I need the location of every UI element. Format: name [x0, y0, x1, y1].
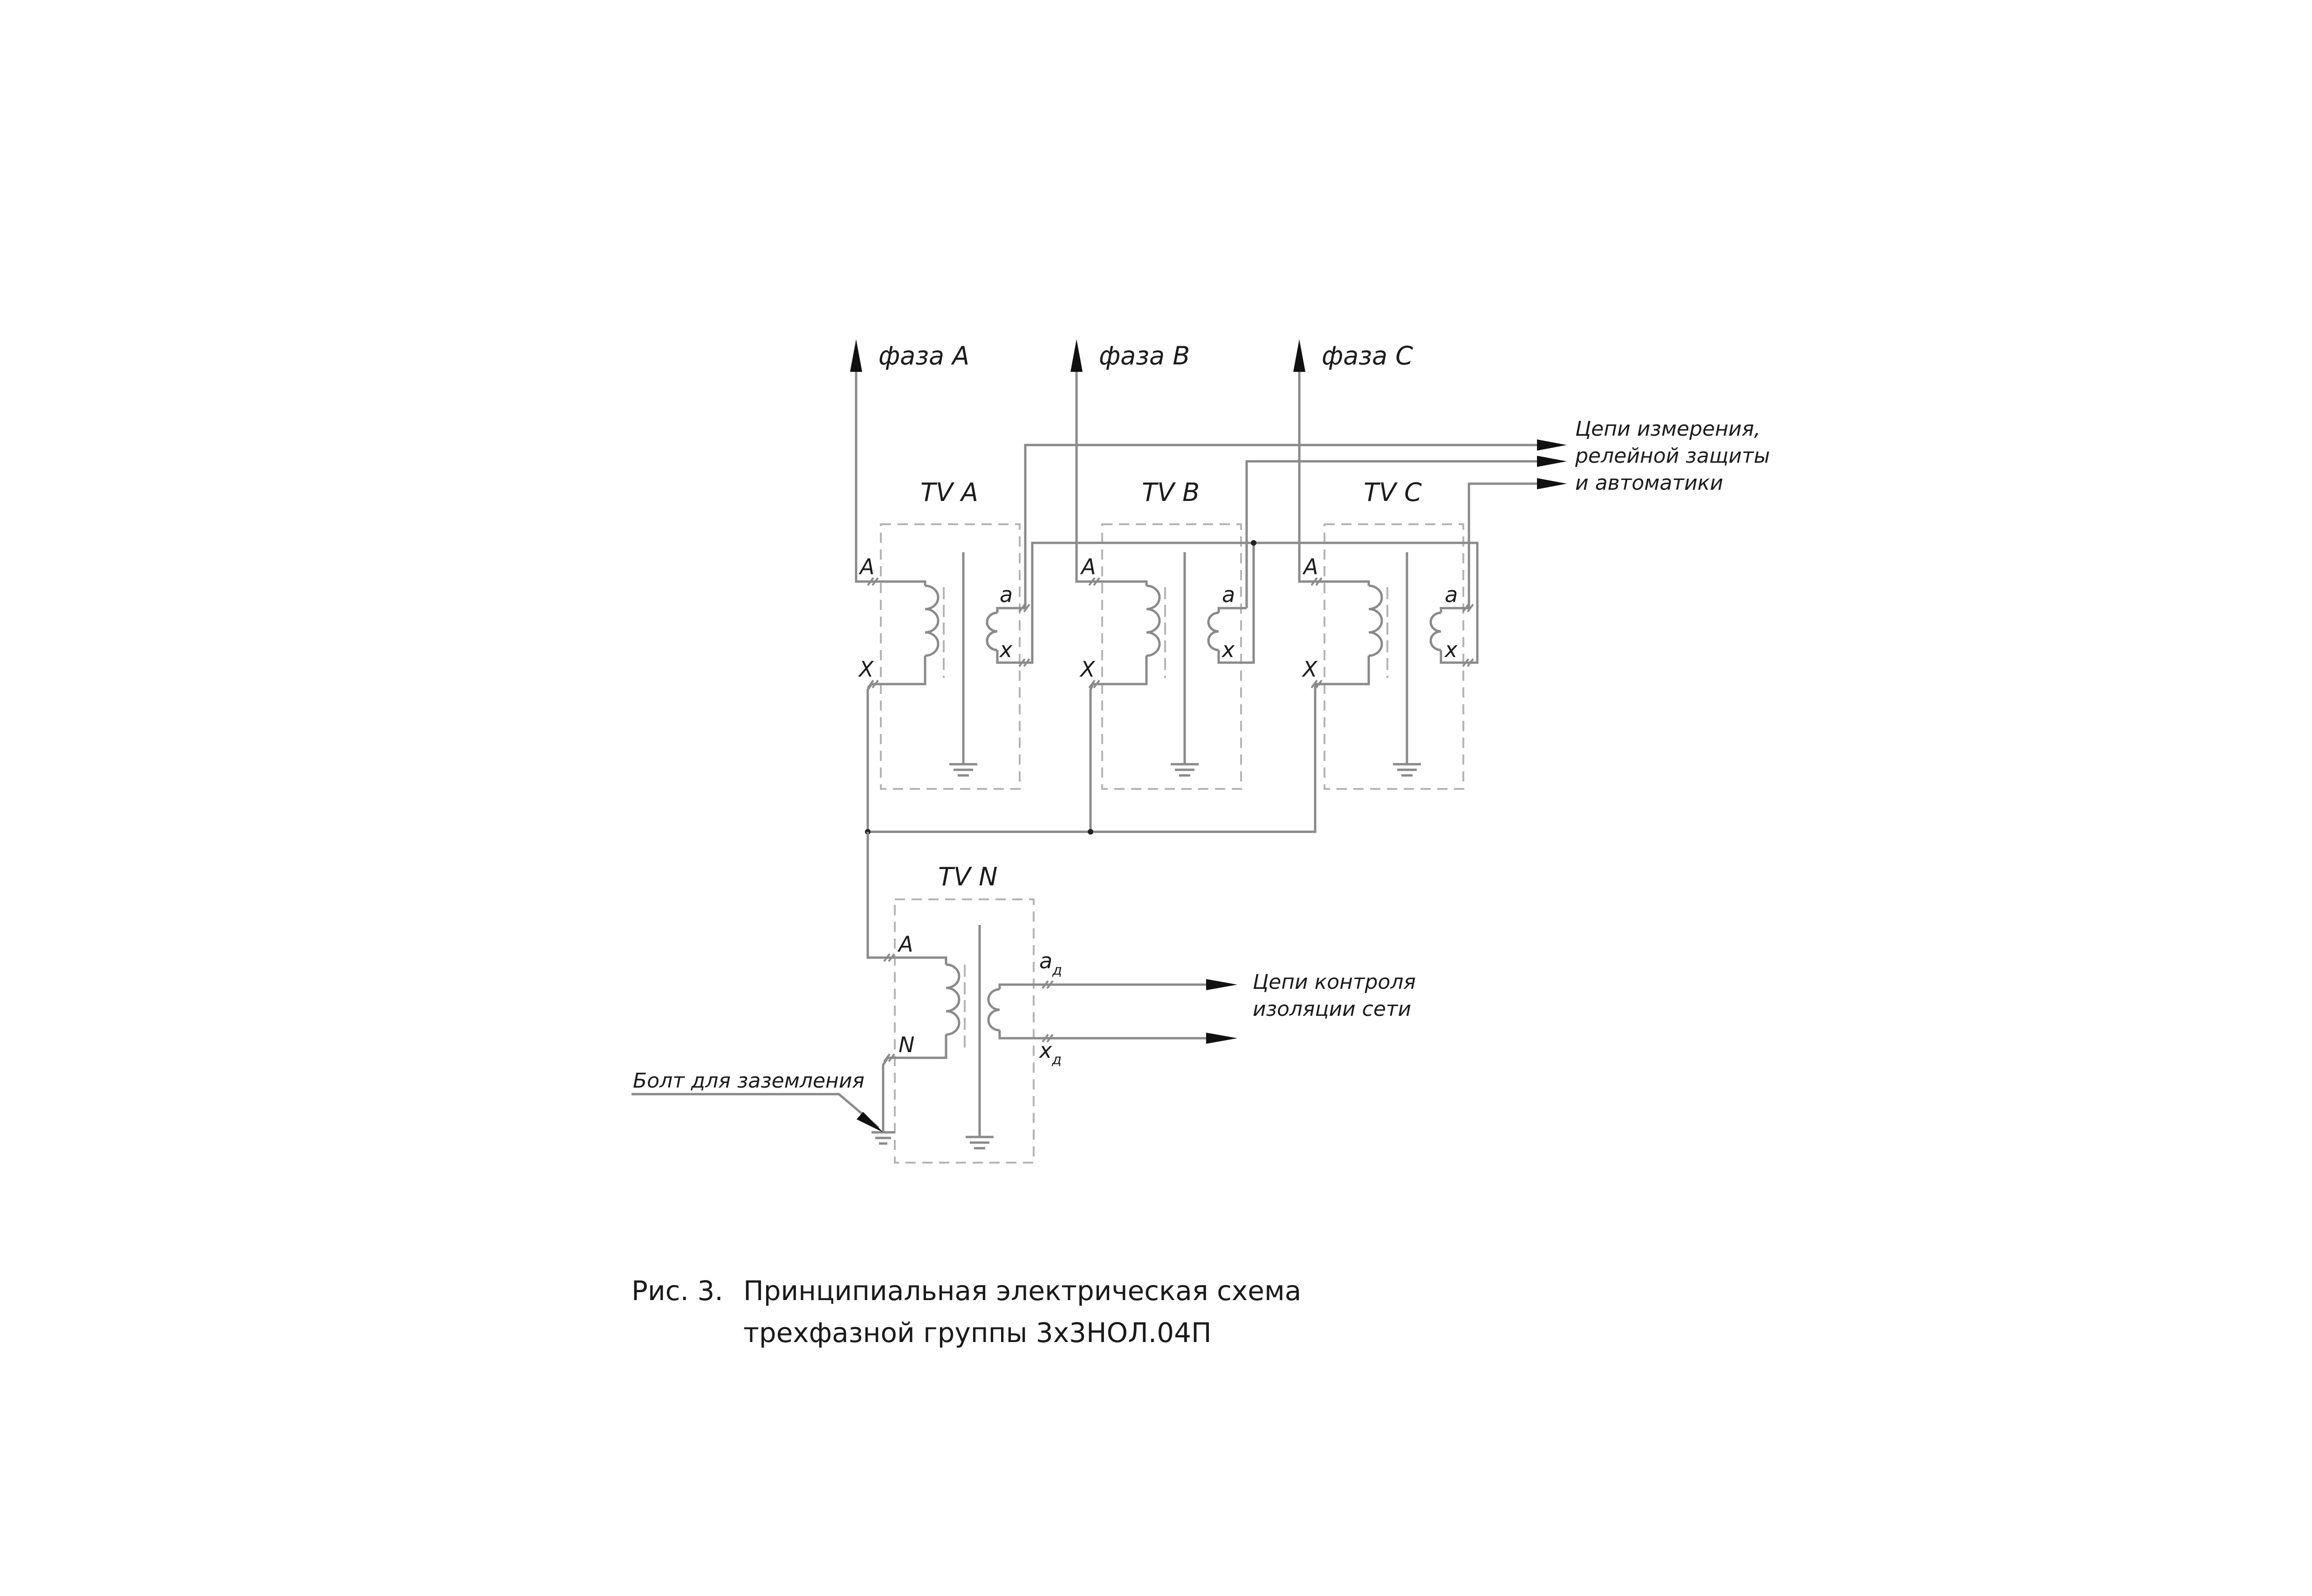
tv-a-label: TV A: [920, 478, 979, 507]
ground-bolt-label: Болт для заземления: [633, 1069, 864, 1093]
terminal-label: $x_д$: [1039, 1038, 1062, 1068]
tv-n-label: TV N: [938, 862, 998, 891]
terminal-label: A: [1081, 554, 1096, 579]
terminal-label: A: [899, 932, 913, 957]
figure-number: Рис. 3.: [631, 1275, 723, 1307]
terminal-label: A: [1304, 554, 1318, 579]
phase-b-arrow: [1070, 339, 1083, 372]
terminal-label: X: [1080, 657, 1095, 682]
terminal-label: a: [1222, 582, 1235, 607]
terminal-label: x: [1000, 637, 1013, 662]
insulation-outputs: [1053, 979, 1237, 1044]
terminal-label: X: [859, 657, 874, 682]
measurement-circuits-line3: и автоматики: [1575, 471, 1723, 495]
phase-b-label: фаза B: [1099, 341, 1190, 370]
terminal-label: X: [1303, 657, 1317, 682]
terminal-label: a: [1445, 582, 1458, 607]
terminal-label: a: [1000, 582, 1013, 607]
terminal-label: x: [1222, 637, 1235, 662]
figure-caption-line1: Принципиальная электрическая схема: [743, 1275, 1302, 1307]
tv-c-label: TV C: [1364, 478, 1422, 507]
phase-a-label: фаза A: [878, 341, 970, 370]
measurement-circuits-line1: Цепи измерения,: [1575, 417, 1761, 441]
figure-caption-line2: трехфазной группы 3х3НОЛ.04П: [743, 1317, 1212, 1349]
phase-a-arrow: [850, 339, 862, 372]
phase-c-arrow: [1293, 339, 1305, 372]
tv-b-label: TV B: [1142, 478, 1200, 507]
insulation-circuits-line2: изоляции сети: [1253, 997, 1412, 1021]
neutral-bus: [865, 684, 1315, 958]
junction-dot: [1251, 540, 1256, 546]
junction-dot: [1088, 829, 1093, 835]
phase-feeds: [850, 339, 1315, 582]
phase-c-label: фаза C: [1322, 341, 1413, 370]
terminal-label: x: [1445, 637, 1458, 662]
insulation-circuits-line1: Цепи контроля: [1253, 970, 1416, 994]
measurement-circuits-line2: релейной защиты: [1575, 444, 1770, 468]
terminal-label: N: [899, 1032, 915, 1057]
terminal-label: A: [860, 554, 875, 579]
secondary-wiring: [1025, 439, 1567, 663]
terminal-label: $a_д$: [1039, 948, 1062, 979]
